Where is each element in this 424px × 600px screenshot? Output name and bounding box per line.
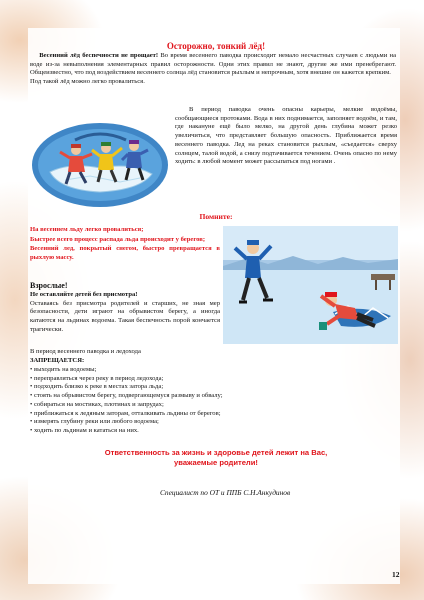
child-falling-through-ice-illustration xyxy=(223,226,398,344)
signature: Специалист по ОТ и ППБ С.Н.Анкудинов xyxy=(160,488,291,497)
intro-lead: Весенний лёд беспечности не прощает! xyxy=(39,52,159,59)
forbidden-list xyxy=(30,366,396,436)
list-item: • стоять на обрывистом берегу, подвергающемуся размыву и обвалу; xyxy=(30,392,223,400)
remember-heading: Помните: xyxy=(199,212,233,221)
adults-lead: Не оставляйте детей без присмотра! xyxy=(30,291,138,298)
forbidden-heading-line1: В период весеннего паводка и ледохода xyxy=(30,348,141,355)
flood-danger-paragraph xyxy=(175,106,397,167)
intro-last-line: Под такой лёд можно легко провалиться. xyxy=(30,78,145,86)
intro-body: Во время весеннего паводка происходит немало несчастных случаев с людьми на воде из-за невыполнения элементарных правил осторожности. Одни этих правил не знают, другие же ими пренебрегают. Общеизвестно, что под воздействием весеннего солнца лёд становится рыхлым и непрочным, хотя внешне он кажется крепким. xyxy=(30,52,396,77)
responsibility-note xyxy=(30,448,402,469)
adults-heading-text: Взрослые! xyxy=(30,281,68,290)
remember-item: На весеннем льду легко провалиться; xyxy=(30,226,144,233)
children-on-ice-illustration xyxy=(30,110,170,210)
remember-item: Быстрее всего процесс распада льда происходит у берегов; xyxy=(30,235,206,243)
list-item: • переправляться через реку в период ледохода; xyxy=(30,374,164,382)
list-item: • подходить близко к реке в местах затора льда; xyxy=(30,383,164,391)
forbidden-heading-line2: ЗАПРЕЩАЕТСЯ: xyxy=(30,356,85,364)
responsibility-line1: Ответственность за жизнь и здоровье детей лежит на Вас, xyxy=(104,448,328,457)
list-item: • выходить на водоемы; xyxy=(30,366,97,373)
remember-item: Весенний лед, покрытый снегом, быстро превращается в рыхлую массу. xyxy=(30,245,220,262)
adults-heading xyxy=(30,281,68,290)
list-item: • собираться на мостиках, плотинах и запрудах; xyxy=(30,400,164,408)
list-item: • приближаться к ледяным заторам, отталкивать льдины от берегов; xyxy=(30,409,221,417)
remember-list xyxy=(30,226,220,264)
list-item: • измерять глубину реки или любого водоема; xyxy=(30,418,159,426)
adults-body: Оставаясь без присмотра родителей и старших, не зная мер безопасности, дети играют на обрывистом берегу, а иногда катаются на льдинах водоема. Такая беспечность порой кончается трагически. xyxy=(30,299,220,333)
forbidden-heading xyxy=(30,348,396,365)
list-item: • ходить по льдинам и кататься на них. xyxy=(30,426,139,434)
responsibility-line2: уважаемые родители! xyxy=(174,458,258,468)
flood-danger-text: В период паводка очень опасны карьеры, мелкие водоёмы, сообщающиеся протоками. Вода в них поднимается, заполняет водоём, и там, где накануне ещё было мелко, на другой день глубина может резко увеличиться, что представляет большую опасность. Приближается время весеннего паводка. Лед на реках становится рыхлым, «съедается» сверху солнцем, талой водой, а снизу подтачивается течением. Очень опасно по нему ходить: в любой момент может рассыпаться под ногами . xyxy=(175,106,397,166)
page-number: 12 xyxy=(392,570,400,579)
adults-paragraph xyxy=(30,291,220,335)
intro-paragraph xyxy=(30,52,396,87)
page-title: Осторожно, тонкий лёд! xyxy=(166,41,266,51)
